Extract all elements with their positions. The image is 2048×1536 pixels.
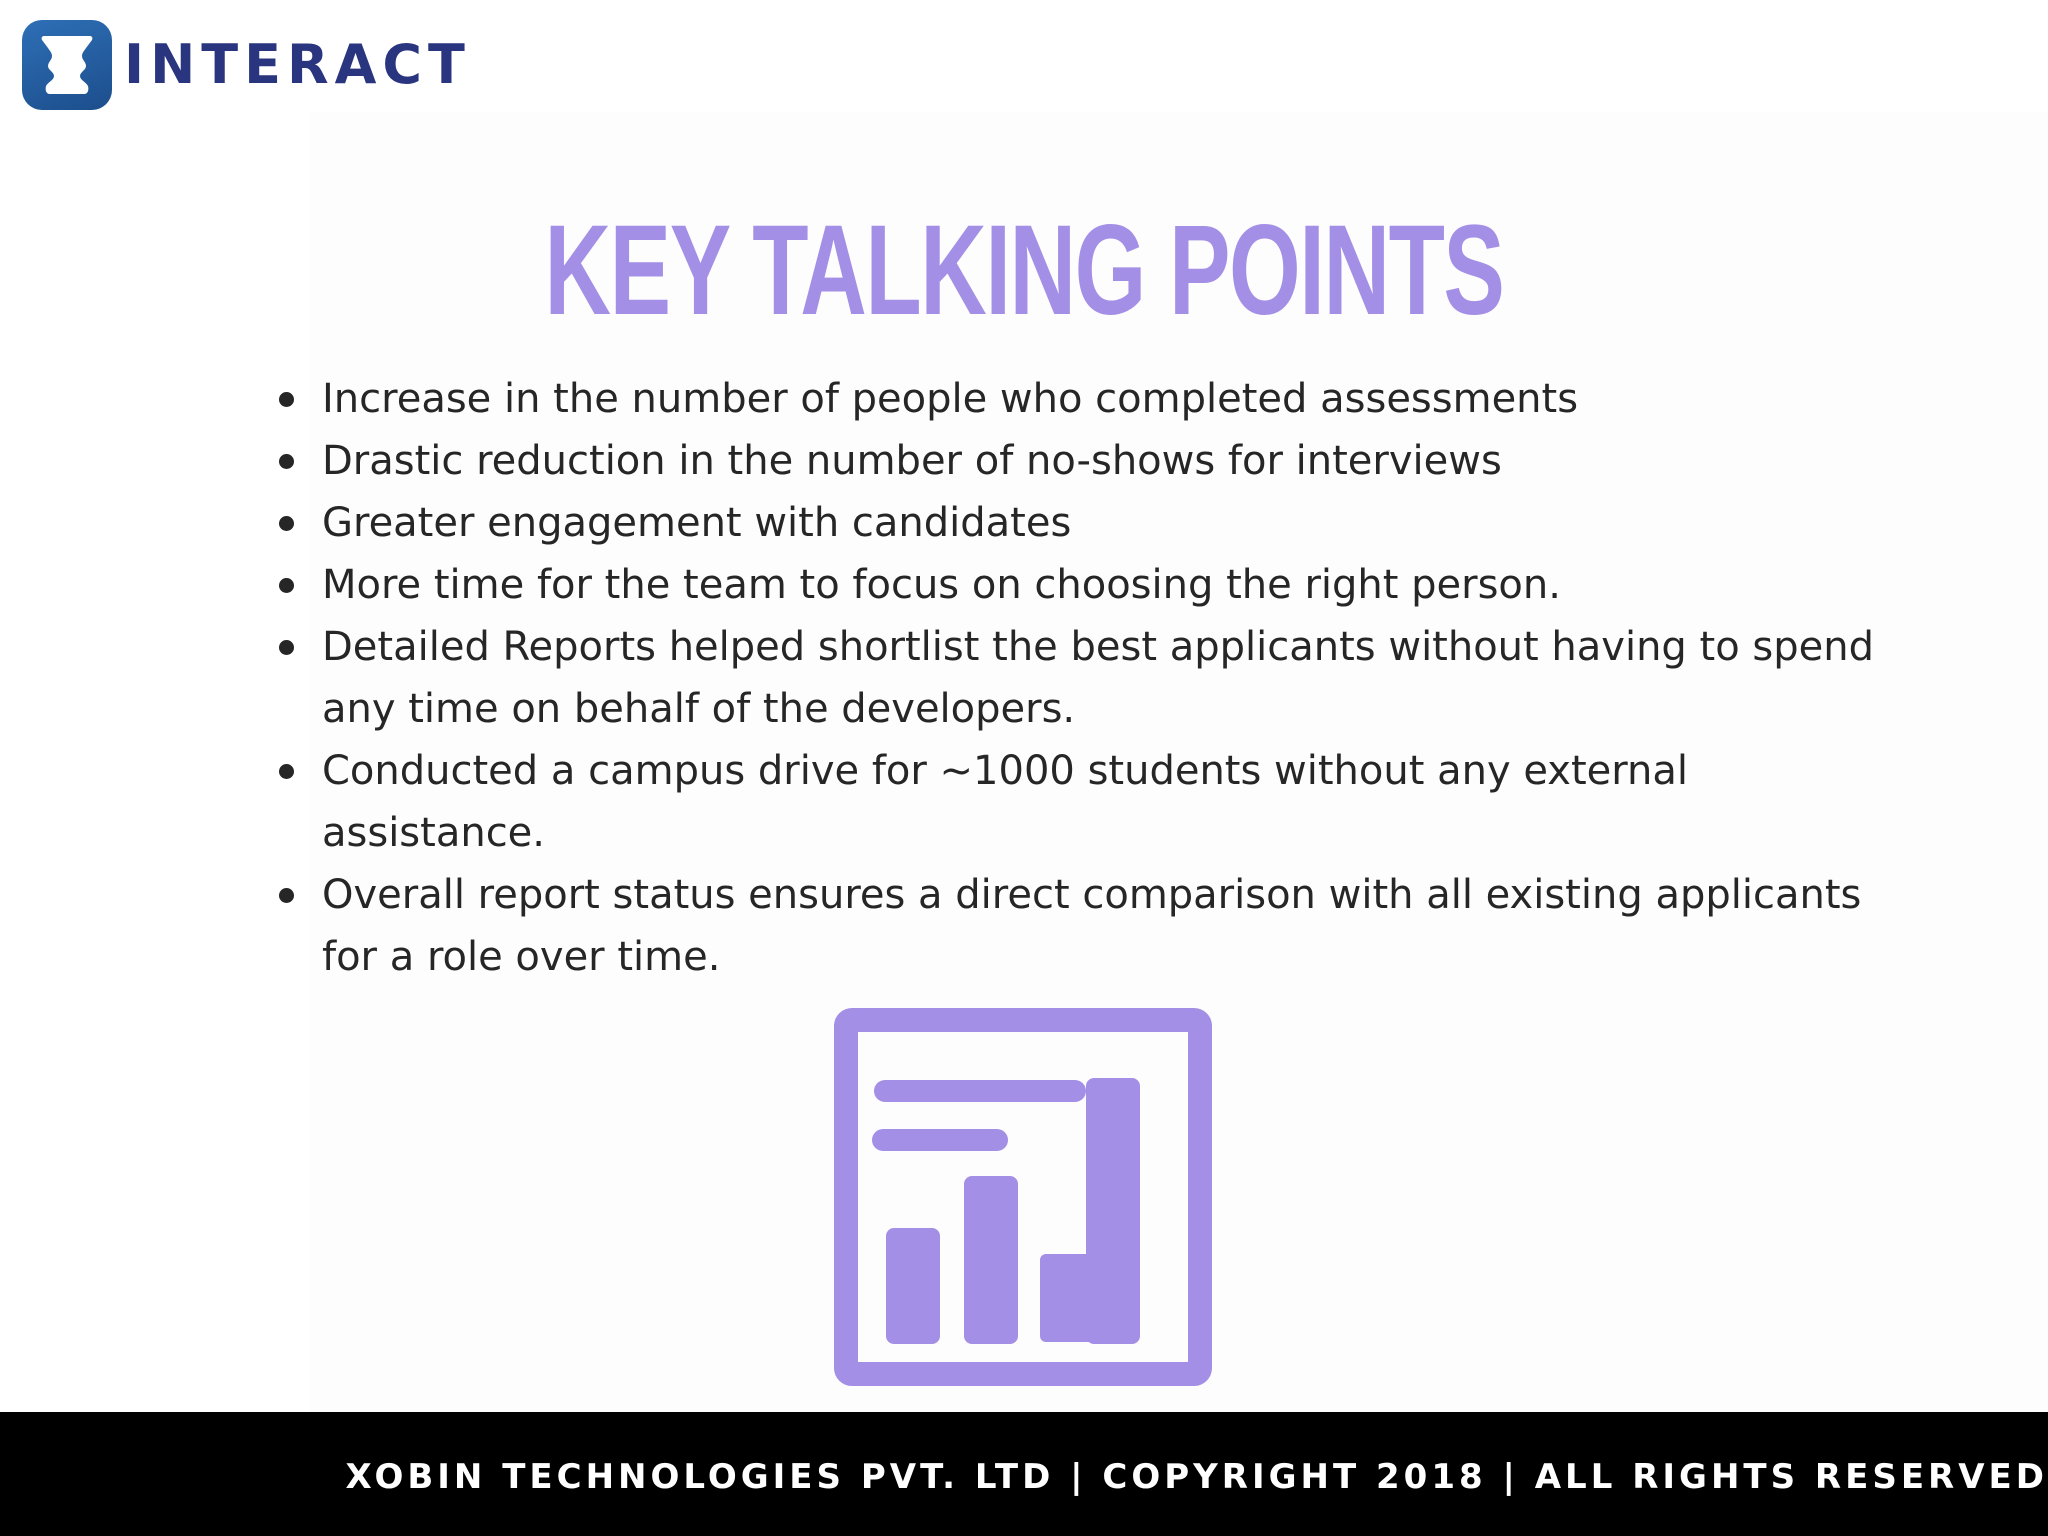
brand-logo: [22, 20, 471, 110]
list-item: Conducted a campus drive for ~1000 students without any external assistance.: [322, 740, 1882, 864]
slide-title: KEY TALKING POINTS: [544, 199, 1504, 342]
list-item: Greater engagement with candidates: [322, 492, 1882, 554]
talking-points-list: [272, 368, 1882, 988]
list-item: Overall report status ensures a direct comparison with all existing applicants for a role over time.: [322, 864, 1882, 988]
footer-bar: [0, 1412, 2048, 1536]
copyright-text: XOBIN TECHNOLOGIES PVT. LTD | COPYRIGHT 2018 | ALL RIGHTS RESERVED: [345, 1457, 2048, 1497]
list-item: Drastic reduction in the number of no-shows for interviews: [322, 430, 1882, 492]
list-item: More time for the team to focus on choosing the right person.: [322, 554, 1882, 616]
list-item: Increase in the number of people who completed assessments: [322, 368, 1882, 430]
brand-name: INTERACT: [124, 33, 471, 96]
report-chart-icon: [834, 1008, 1214, 1390]
list-item: Detailed Reports helped shortlist the best applicants without having to spend any time on behalf of the developers.: [322, 616, 1882, 740]
face-profiles-logo-icon: [22, 20, 112, 110]
